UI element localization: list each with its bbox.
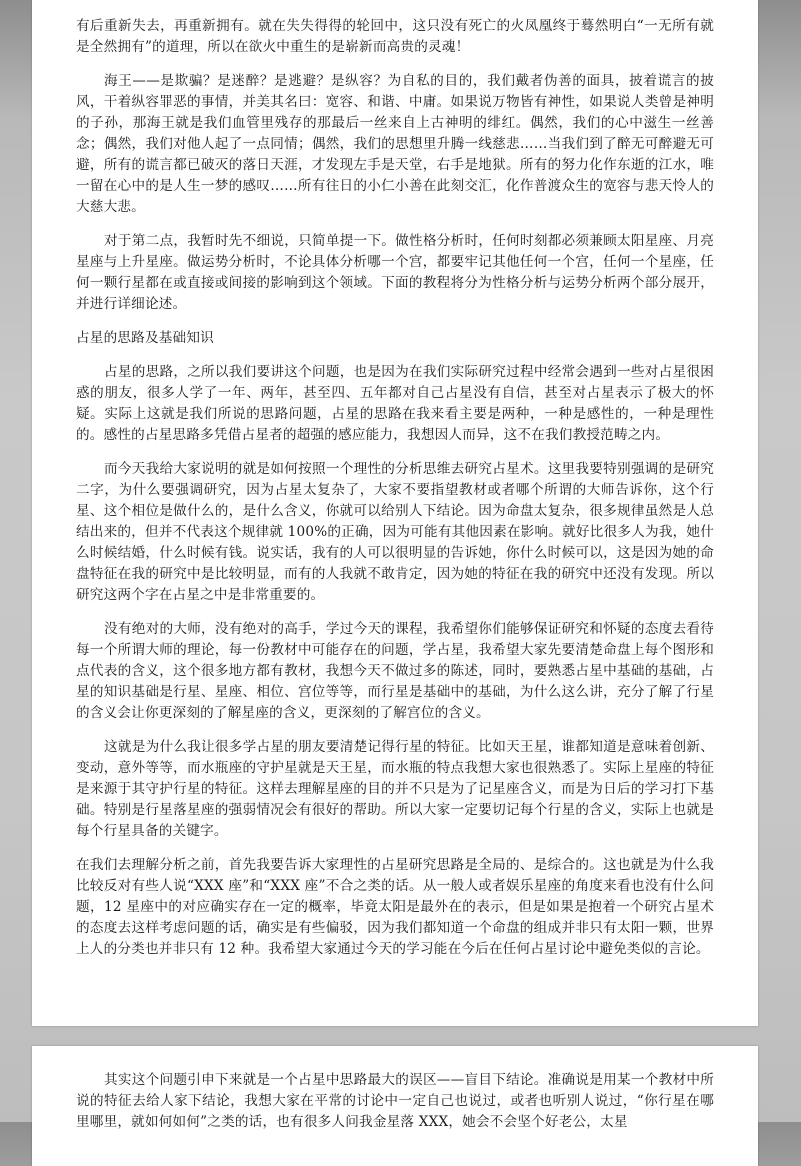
paragraph-biggest-misconception: 其实这个问题引申下来就是一个占星中思路最大的误区——盲目下结论。准确说是用某一个教材中所说的特征去给人家下结论，我想大家在平常的讨论中一定自己也说过，或者也听别人说过，“你行星在哪里哪里，就如何如何”之类的话，也有很多人问我金星落 XXX，她会不会坚个好老公，太星 [76, 1072, 714, 1130]
document-page-2 [32, 1046, 758, 1166]
paragraph-holistic-approach: 在我们去理解分析之前，首先我要告诉大家理性的占星研究思路是全局的、是综合的。这也就是为什么我比较反对有些人说“XXX 座”和“XXX 座”不合之类的话。从一般人或者娱乐星座的角度来看也没有什么问题，12 星座中的对应确实存在一定的概率，毕竟太阳是最外在的表示，但是如果是抱着一个研究占星术的态度去这样考虑问题的话，确实是有些偏驳，因为我们都知道一个命盘的组成并非只有太阳一颗，世界上人的分类也并非只有 12 种。我希望大家通过今天的学习能在今后在任何占星讨论中避免类似的言论。 [76, 857, 714, 957]
paragraph-no-absolute-master: 没有绝对的大师，没有绝对的高手，学过今天的课程，我希望你们能够保证研究和怀疑的态度去看待每一个所谓大师的理论，每一份教材中可能存在的问题，学占星，我希望大家先要清楚命盘上每个图形和点代表的含义，这个很多地方都有教材，我想今天不做过多的陈述，同时，要熟悉占星中基础的基础，占星的知识基础是行星、星座、相位、宫位等等，而行星是基础中的基础，为什么这么讲，充分了解了行星的含义会让你更深刻的了解星座的含义，更深刻的了解宫位的含义。 [76, 621, 714, 721]
paragraph-astrology-thinking: 占星的思路，之所以我们要讲这个问题，也是因为在我们实际研究过程中经常会遇到一些对占星很困惑的朋友，很多人学了一年、两年，甚至四、五年都对自己占星没有自信，甚至对占星表示了极大的怀疑。实际上这就是我们所说的思路问题，占星的思路在我来看主要是两种，一种是感性的，一种是理性的。感性的占星思路多凭借占星者的超强的感应能力，我想因人而异，这不在我们教授范畴之内。 [76, 364, 714, 443]
paragraph-rational-method: 而今天我给大家说明的就是如何按照一个理性的分析思维去研究占星术。这里我要特别强调的是研究二字，为什么要强调研究，因为占星太复杂了，大家不要指望教材或者哪个所谓的大师告诉你，这个行星、这个相位是做什么的，是什么含义，你就可以给别人下结论。因为命盘太复杂，很多规律虽然是人总结出来的，但并不代表这个规律就 100%的正确，因为可能有其他因素在影响。就好比很多人为我，她什么时候结婚，什么时候有钱。说实话，我有的人可以很明显的告诉她，你什么时候可以，这是因为她的命盘特征在我的研究中是比较明显，而有的人我就不敢肯定，因为她的特征在我的研究中还没有发现。所以研究这两个字在占星之中是非常重要的。 [76, 461, 714, 603]
section-heading: 占星的思路及基础知识 [76, 330, 214, 346]
paragraph-intro-tail: 有后重新失去，再重新拥有。就在失失得得的轮回中，这只没有死亡的火凤凰终于蓦然明白“一无所有就是全然拥有”的道理，所以在欲火中重生的是崭新而高贵的灵魂！ [76, 18, 714, 55]
paragraph-second-point: 对于第二点，我暂时先不细说，只简单提一下。做性格分析时，任何时刻都必须兼顾太阳星座、月亮星座与上升星座。做运势分析时，不论具体分析哪一个宫，都要牢记其他任何一个宫，任何一个星座，任何一颗行星都在或直接或间接的影响到这个领域。下面的教程将分为性格分析与运势分析两个部分展开，并进行详细论述。 [76, 233, 714, 312]
paragraph-neptune: 海王——是欺骗？是迷醉？是逃避？是纵容？为自私的目的，我们戴者伪善的面具，披着谎言的披风，干着纵容罪恶的事情，并美其名曰：宽容、和谐、中庸。如果说万物皆有神性，如果说人类曾是神明的子孙，那海王就是我们血管里残存的那最后一丝来自上古神明的绯红。偶然，我们的心中滋生一丝善念；偶然，我们对他人起了一点同情；偶然，我们的思想里升腾一线慈悲……当我们到了醉无可醉避无可避，所有的谎言都已破灭的落日天涯，才发现左手是天堂，右手是地狱。所有的努力化作东逝的江水，唯一留在心中的是人生一梦的感叹……所有往日的小仁小善在此刻交汇，化作普渡众生的宽容与悲天怜人的大慈大悲。 [76, 73, 714, 215]
document-page-1 [32, 0, 758, 1026]
paragraph-planet-traits: 这就是为什么我让很多学占星的朋友要清楚记得行星的特征。比如天王星，谁都知道是意味着创新、变动，意外等等，而水瓶座的守护星就是天王星，而水瓶的特点我想大家也很熟悉了。实际上星座的特征是来源于其守护行星的特征。这样去理解星座的目的并不只是为了记星座含义，而是为日后的学习打下基础。特别是行星落星座的强弱情况会有很好的帮助。所以大家一定要切记每个行星的含义，实际上也就是每个行星具备的关键字。 [76, 739, 714, 839]
